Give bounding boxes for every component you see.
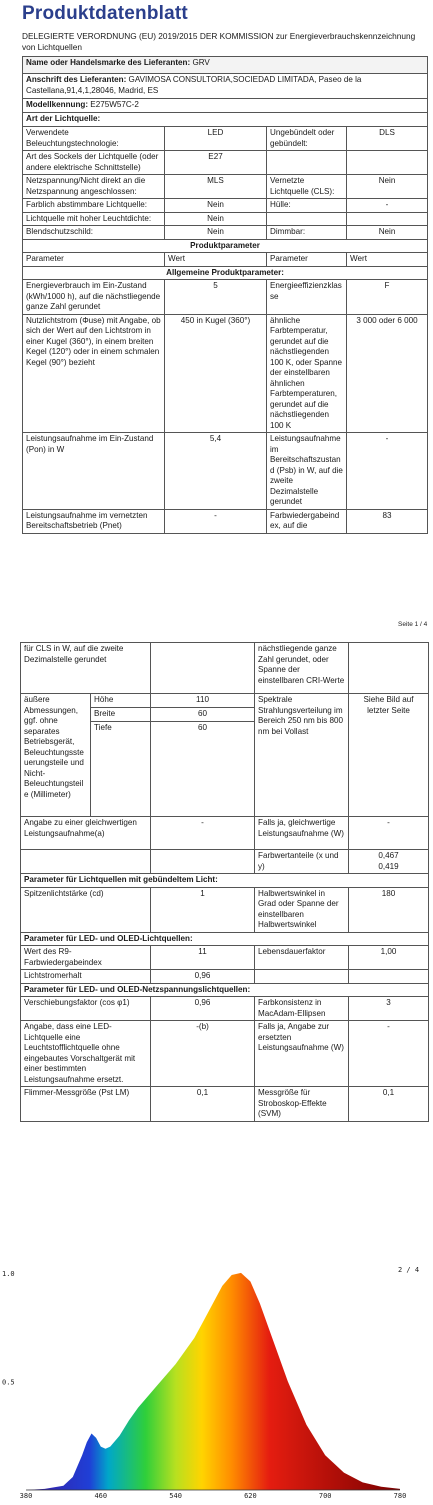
stroboscopic-label: Messgröße für Stroboskop-Effekte (SVM) [255,1087,349,1122]
col-header-parameter-2: Parameter [267,253,347,267]
dim-name-breite: Breite [91,708,151,722]
dim-value-tiefe: 60 [151,722,255,817]
col-header-parameter-1: Parameter [23,253,165,267]
light-source-row [23,127,428,151]
light-source-heading: Art der Lichtquelle: [23,113,428,127]
col-header-value-2: Wert [347,253,428,267]
spectrum-chart [0,1220,433,1500]
light-source-label: Blendschutzschild: [23,226,165,240]
retrofit-r-value: - [349,1021,429,1087]
light-source-row [23,199,428,213]
light-source-value-2: Nein [347,175,428,199]
survival-factor-label: Lebensdauerfaktor [255,946,349,970]
r9-value: 11 [151,946,255,970]
spectrum-area [26,1273,400,1490]
light-source-label: Lichtquelle mit hoher Leuchtdichte: [23,212,165,226]
product-params-col-header-row [23,253,428,267]
general-param-label: Leistungsaufnahme im Ein-Zustand (Pon) in W [23,433,165,510]
spectral-value: Siehe Bild auf letzter Seite [349,694,429,817]
supplier-name-row [23,57,428,74]
r9-row [21,946,429,970]
general-param-value-2: 3 000 oder 6 000 [347,314,428,433]
x-tick-label: 540 [169,1492,182,1500]
dim-name-tiefe: Tiefe [91,722,151,817]
beam-angle-value: 180 [349,887,429,932]
light-source-value: E27 [165,151,267,175]
continuation-row [21,643,429,694]
retrofit-value: -(b) [151,1021,255,1087]
led-heading: Parameter für LED- und OLED-Lichtquellen: [21,932,429,946]
mls-heading: Parameter für LED- und OLED-Netzspannungslichtquellen: [21,983,429,997]
light-source-row [23,226,428,240]
continuation-right: nächstliegende ganze Zahl gerundet, oder Spanne der einstellbaren CRI-Werte [255,643,349,694]
light-source-value: Nein [165,226,267,240]
datasheet-page-1 [0,0,433,634]
chromaticity-value: 0,467 0,419 [349,850,429,874]
datasheet-page-2 [0,634,433,1154]
continuation-left: für CLS in W, auf die zweite Dezimalstelle gerundet [21,643,151,694]
general-param-value: 5 [165,280,267,315]
light-source-value-2: - [347,199,428,213]
light-source-label-2: Vernetzte Lichtquelle (CLS): [267,175,347,199]
general-param-label: Energieverbrauch im Ein-Zustand (kWh/1000 h), auf die nächstliegende ganze Zahl gerundet [23,280,165,315]
product-table-page-2 [20,642,429,1122]
general-param-row [23,280,428,315]
light-source-label: Verwendete Beleuchtungstechnologie: [23,127,165,151]
chromaticity-row [21,850,429,874]
stroboscopic-value: 0,1 [349,1087,429,1122]
light-source-value-2: DLS [347,127,428,151]
macadam-value: 3 [349,997,429,1021]
peak-intensity-value: 1 [151,887,255,932]
general-param-label-2: Farbwiedergabeindex, auf die [267,509,347,533]
equivalent-power-r-value: - [349,817,429,850]
light-source-value: LED [165,127,267,151]
peak-intensity-label: Spitzenlichtstärke (cd) [21,887,151,932]
supplier-name-label: Name oder Handelsmarke des Lieferanten: [26,58,191,67]
retrofit-label: Angabe, dass eine LED-Lichtquelle eine Leuchtstofflichtquelle ohne eingebautes Vorschaltgerät mit einer bestimmten Leistungsaufnahme ersetzt. [21,1021,151,1087]
general-param-value: 450 in Kugel (360°) [165,314,267,433]
directional-heading-row [21,874,429,888]
beam-angle-label: Halbwertswinkel in Grad oder Spanne der einstellbaren Halbwertswinkel [255,887,349,932]
x-tick-label: 700 [318,1492,332,1500]
equivalent-power-value: - [151,817,255,850]
retrofit-r-label: Falls ja, Angabe zur ersetzten Leistungsaufnahme (W) [255,1021,349,1087]
flicker-value: 0,1 [151,1087,255,1122]
regulation-subtitle: DELEGIERTE VERORDNUNG (EU) 2019/2015 DER KOMMISSION zur Energieverbrauchskennzeichnung von Lichtquellen [22,31,416,52]
equivalent-power-row [21,817,429,850]
general-param-value-2: - [347,433,428,510]
supplier-address-row [23,74,428,99]
general-param-label: Leistungsaufnahme im vernetzten Bereitschaftsbetrieb (Pnet) [23,509,165,533]
model-label: Modellkennung: [26,100,89,109]
general-param-label-2: Leistungsaufnahme im Bereitschaftszustand (Psb) in W, auf die zweite Dezimalstelle gerundet [267,433,347,510]
supplier-name-value: GRV [192,58,210,67]
product-params-heading: Produktparameter [23,239,428,253]
directional-heading: Parameter für Lichtquellen mit gebündeltem Licht: [21,874,429,888]
model-value: E275W57C-2 [90,100,139,109]
r9-label: Wert des R9-Farbwiedergabeindex [21,946,151,970]
spectral-label: Spektrale Strahlungsverteilung im Bereich 250 nm bis 800 nm bei Vollast [255,694,349,817]
flicker-label: Flimmer-Messgröße (Pst LM) [21,1087,151,1122]
lumen-maintenance-row [21,970,429,984]
dim-value-breite: 60 [151,708,255,722]
general-params-rows [23,280,428,534]
light-source-value: Nein [165,212,267,226]
page-title: Produktdatenblatt [22,3,188,24]
led-heading-row [21,932,429,946]
mls-heading-row [21,983,429,997]
dimensions-label: äußere Abmessungen, ggf. ohne separates Betriebsgerät, Beleuchtungssteuerungsteile und Nicht-Beleuchtungsteile (Millimeter) [21,694,91,817]
general-param-row [23,314,428,433]
general-param-label-2: ähnliche Farbtemperatur, gerundet auf die nächstliegenden 100 K, oder Spanne der einstellbaren ähnlichen Farbtemperaturen, gerundet auf die nächstliegenden 100 K [267,314,347,433]
equivalent-power-r-label: Falls ja, gleichwertige Leistungsaufnahme (W) [255,817,349,850]
flicker-row [21,1087,429,1122]
x-tick-label: 380 [19,1492,33,1500]
general-params-heading: Allgemeine Produktparameter: [23,266,428,280]
general-param-label: Nutzlichtstrom (Φuse) mit Angabe, ob sich der Wert auf den Lichtstrom in einer Kugel (360°), in einem breiten Kegel (120°) oder in einem schmalen Kegel (90°) bezieht [23,314,165,433]
general-param-label-2: Energieeffizienzklasse [267,280,347,315]
light-source-value-2 [347,212,428,226]
supplier-address-value: GAVIMOSA CONSULTORIA,SOCIEDAD LIMITADA, Paseo de la Castellana,91,4,1,28046, Madrid, ES [26,75,362,95]
light-source-row [23,175,428,199]
general-param-value: - [165,509,267,533]
supplier-address-label: Anschrift des Lieferanten: [26,75,127,84]
lumen-maintenance-label: Lichtstromerhalt [21,970,151,984]
light-source-value: MLS [165,175,267,199]
power-factor-row [21,997,429,1021]
light-source-type-rows [23,127,428,240]
model-row [23,99,428,113]
light-source-value-2: Nein [347,226,428,240]
y-tick-label: 1.0 [2,1269,15,1278]
general-params-heading-row [23,266,428,280]
dimensions-row-height [21,694,429,708]
light-source-label-2: Dimmbar: [267,226,347,240]
product-table-page-1 [22,56,428,534]
x-tick-label: 620 [244,1492,257,1500]
light-source-label-2: Hülle: [267,199,347,213]
chromaticity-label: Farbwertanteile (x und y) [255,850,349,874]
spectrum-svg [0,1220,433,1500]
peak-intensity-row [21,887,429,932]
light-source-value: Nein [165,199,267,213]
retrofit-row [21,1021,429,1087]
general-param-value-2: F [347,280,428,315]
x-tick-label: 780 [393,1492,407,1500]
equivalent-power-label: Angabe zu einer gleichwertigen Leistungsaufnahme(a) [21,817,151,850]
general-param-value-2: 83 [347,509,428,533]
light-source-value-2 [347,151,428,175]
power-factor-label: Verschiebungsfaktor (cos φ1) [21,997,151,1021]
light-source-label-2 [267,212,347,226]
light-source-label-2: Ungebündelt oder gebündelt: [267,127,347,151]
dim-name-hoehe: Höhe [91,694,151,708]
general-param-row [23,509,428,533]
light-source-row [23,151,428,175]
survival-factor-value: 1,00 [349,946,429,970]
page-number-1: Seite 1 / 4 [398,621,428,628]
dim-value-hoehe: 110 [151,694,255,708]
product-params-heading-row [23,239,428,253]
general-param-row [23,433,428,510]
light-source-label: Art des Sockels der Lichtquelle (oder andere elektrische Schnittstelle) [23,151,165,175]
light-source-heading-row [23,113,428,127]
macadam-label: Farbkonsistenz in MacAdam-Ellipsen [255,997,349,1021]
power-factor-value: 0,96 [151,997,255,1021]
light-source-row [23,212,428,226]
light-source-label: Netzspannung/Nicht direkt an die Netzspannung angeschlossen: [23,175,165,199]
x-tick-label: 460 [94,1492,108,1500]
y-tick-label: 0.5 [2,1378,15,1387]
light-source-label-2 [267,151,347,175]
col-header-value-1: Wert [165,253,267,267]
general-param-value: 5,4 [165,433,267,510]
page-number-2: 2 / 4 [398,1266,420,1274]
lumen-maintenance-value: 0,96 [151,970,255,984]
light-source-label: Farblich abstimmbare Lichtquelle: [23,199,165,213]
